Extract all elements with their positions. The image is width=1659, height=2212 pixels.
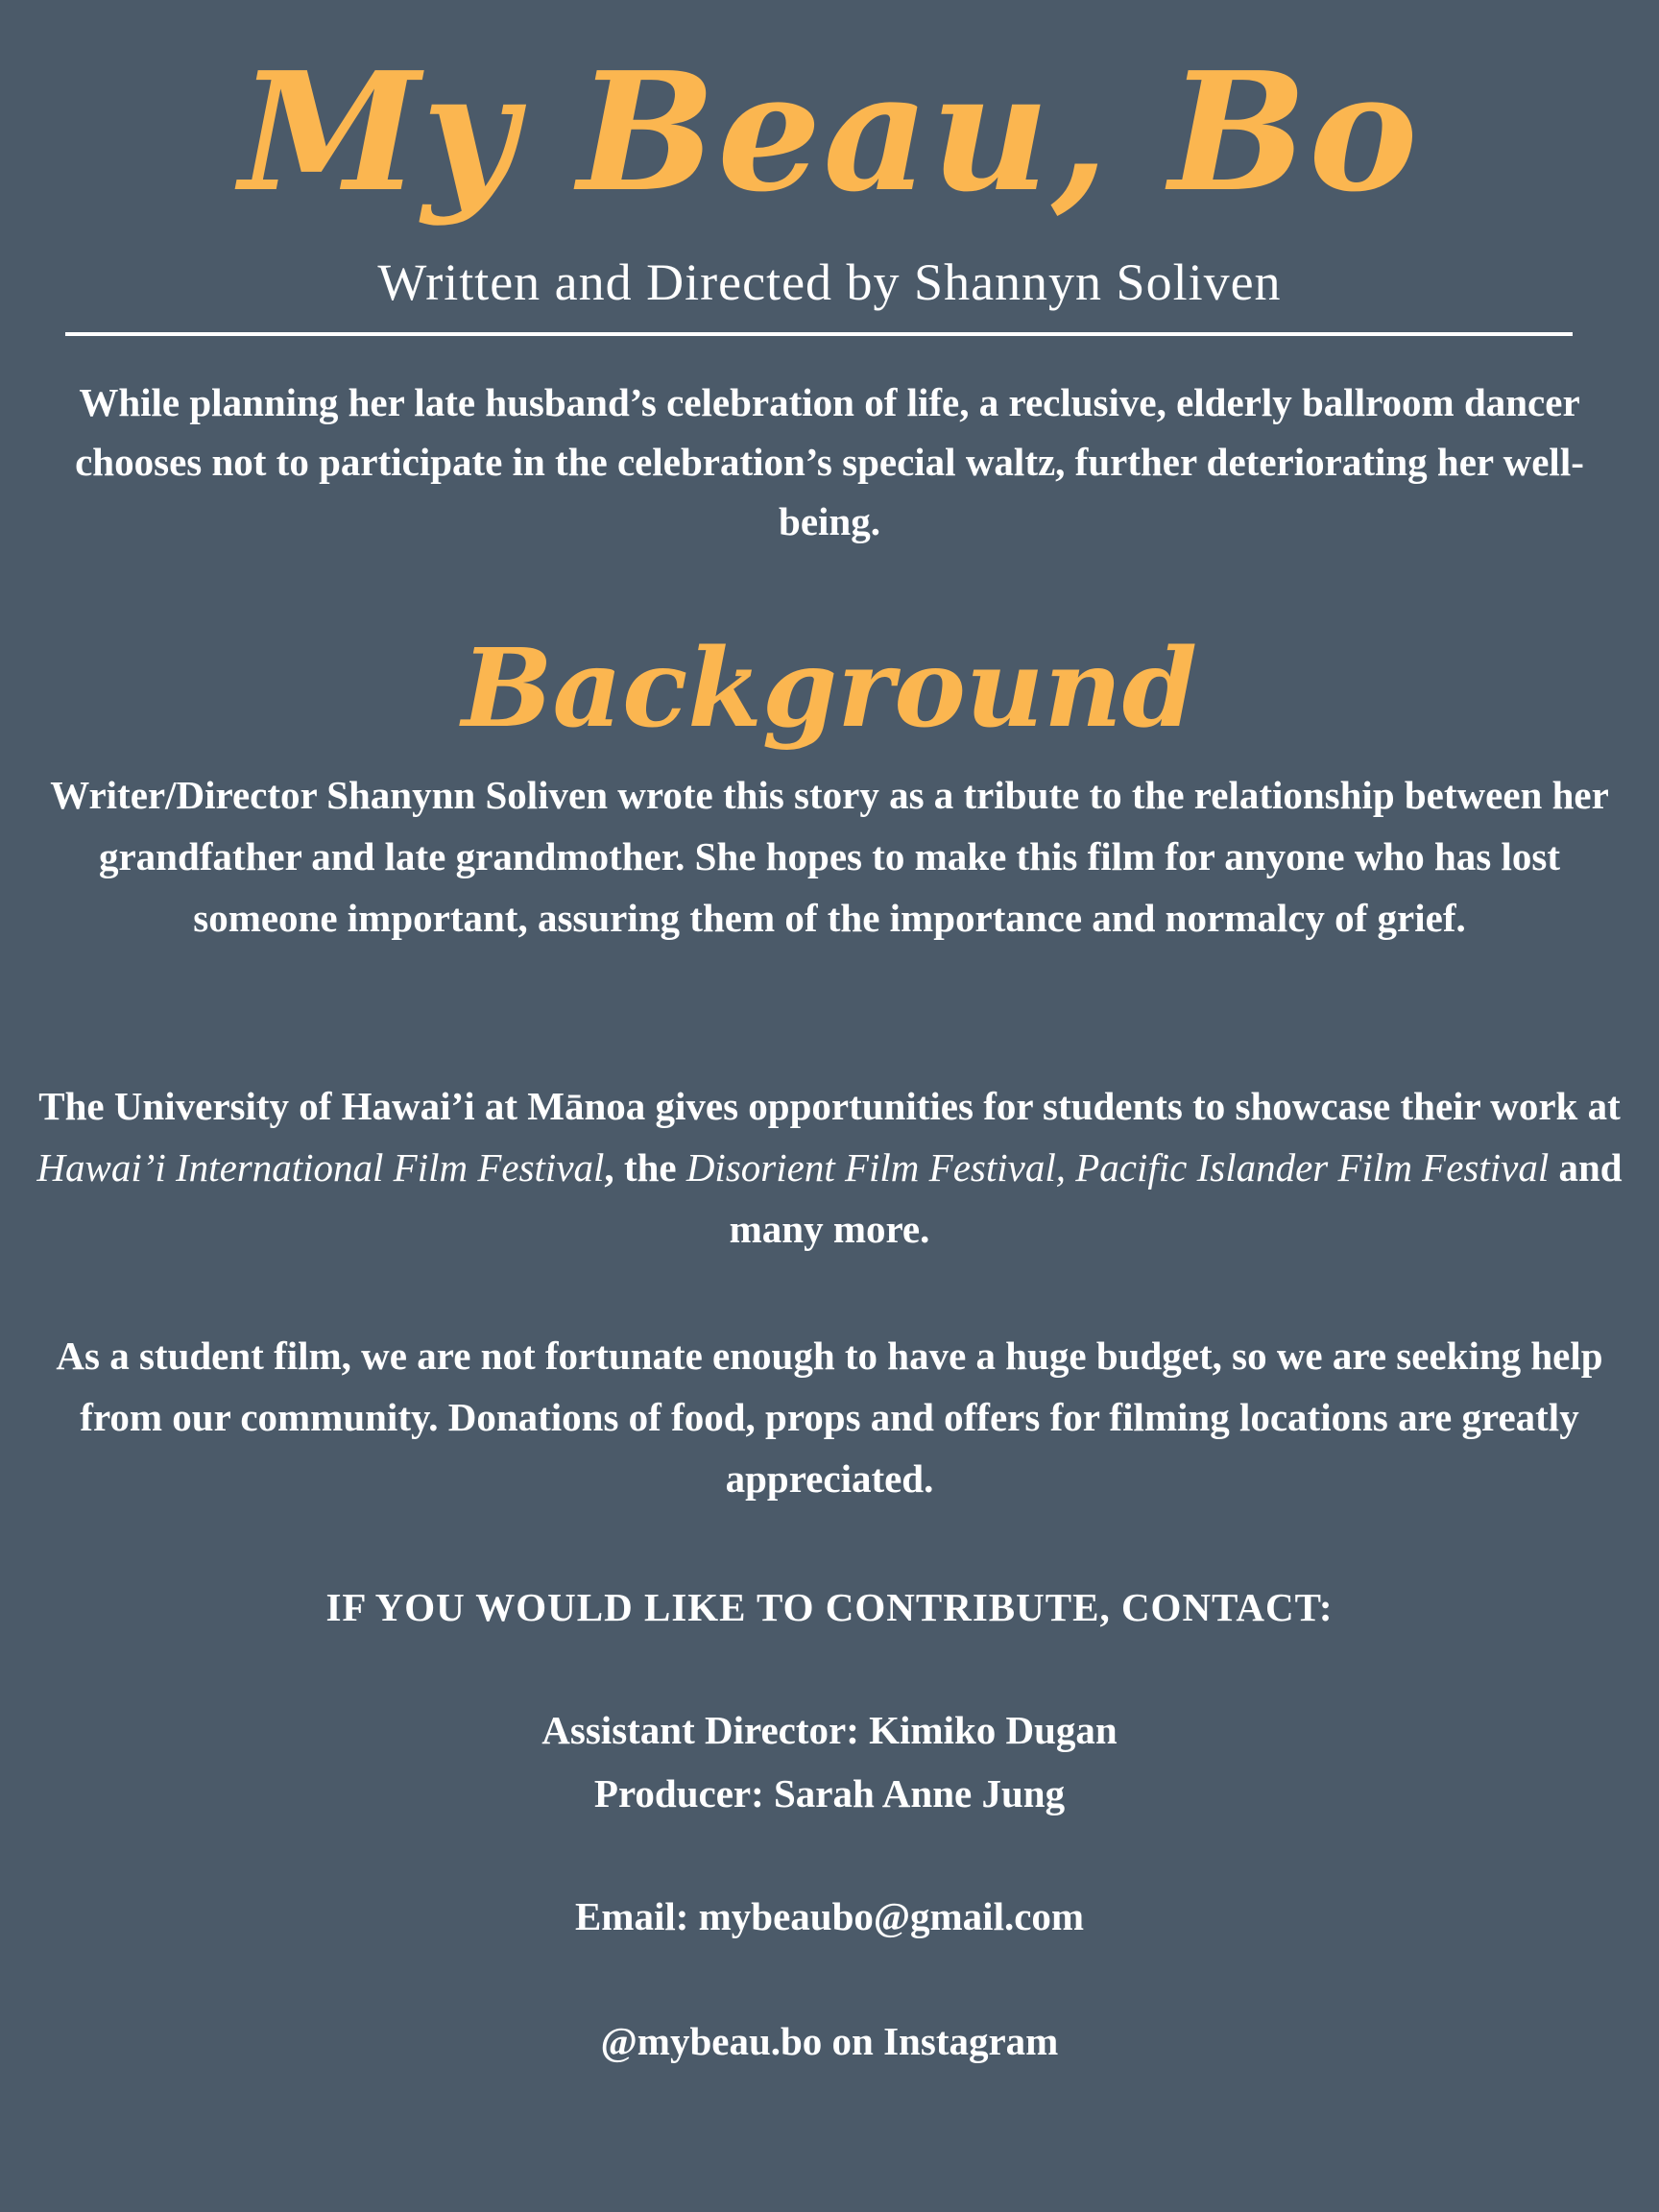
paragraph-2-connector: , the	[604, 1145, 686, 1190]
festival-list: Disorient Film Festival, Pacific Islander Film Festival	[685, 1145, 1550, 1190]
background-paragraph-3: As a student film, we are not fortunate enough to have a huge budget, so we are seeking help from our community. Donations of food, props and offers for filming locations are greatly appreciated.	[56, 1334, 1603, 1501]
email-contact[interactable]: Email: mybeaubo@gmail.com	[574, 1894, 1085, 1938]
assistant-director: Assistant Director: Kimiko Dugan	[541, 1708, 1118, 1752]
byline: Written and Directed by Shannyn Soliven	[377, 253, 1282, 311]
divider	[65, 332, 1573, 336]
paragraph-2-outro: and many more.	[729, 1145, 1623, 1251]
background-paragraph-2	[29, 1075, 1630, 1260]
contact-call-to-action: IF YOU WOULD LIKE TO CONTRIBUTE, CONTACT:	[325, 1585, 1334, 1629]
producer: Producer: Sarah Anne Jung	[593, 1771, 1066, 1815]
film-title: My Beau, Bo	[239, 36, 1420, 228]
logline: While planning her late husband’s celebration of life, a reclusive, elderly ballroom dancer chooses not to participate in the celebration’s special waltz, further deteriorating her well-being.	[75, 380, 1584, 543]
background-heading: Background	[461, 626, 1198, 752]
instagram-handle[interactable]: @mybeau.bo on Instagram	[600, 2019, 1059, 2063]
paragraph-2-intro: The University of Hawai’i at Mānoa gives opportunities for students to showcase their work at	[38, 1084, 1621, 1128]
festival-hiff: Hawai’i International Film Festival	[36, 1145, 605, 1190]
background-paragraph-1: Writer/Director Shanynn Soliven wrote this story as a tribute to the relationship between her grandfather and late grandmother. She hopes to make this film for anyone who has lost someone important, assuring them of the importance and normalcy of grief.	[50, 773, 1609, 940]
